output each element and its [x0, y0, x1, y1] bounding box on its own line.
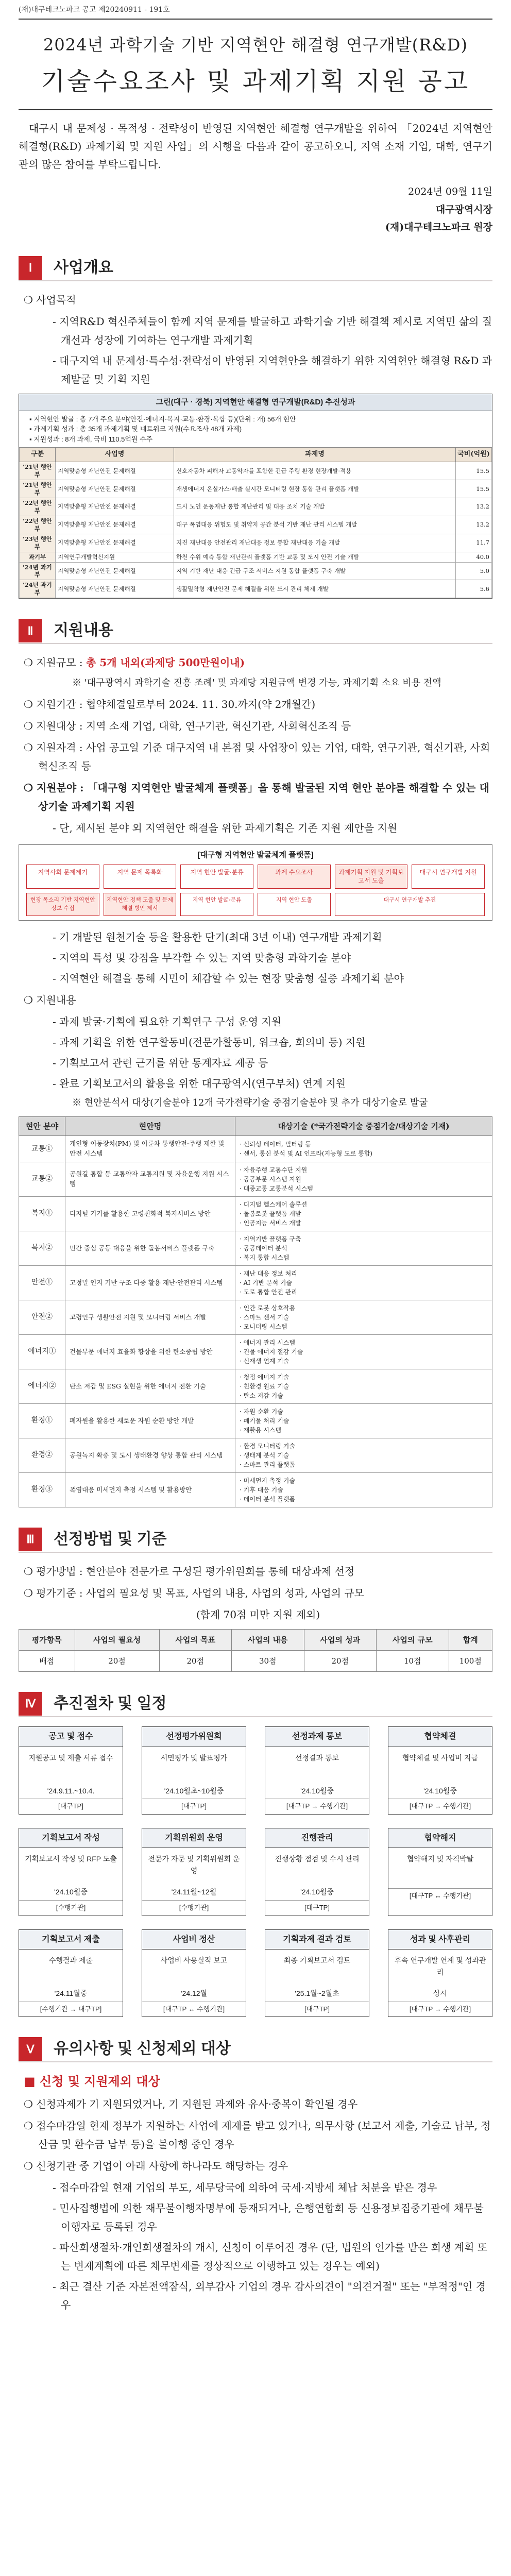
- program-cell-amount: 13.2: [456, 516, 492, 534]
- program-cell-amount: 13.2: [456, 498, 492, 516]
- purpose-label: ❍ 사업목적: [24, 291, 492, 309]
- flow-step: 과제 수요조사: [258, 865, 331, 889]
- program-row: [20, 516, 492, 534]
- theme-cell-tech: · 미세먼지 측정 기술 · 기후 대응 기술 · 데이터 분석 플랫폼: [235, 1472, 492, 1507]
- process-step-date: '25.1월~2월초: [295, 1989, 339, 1998]
- process-step-date: '24.11월중: [54, 1989, 88, 1998]
- section-3-number: Ⅲ: [19, 1528, 42, 1551]
- theme-cell-field: 에너지②: [19, 1369, 65, 1403]
- process-step-owner: [대구TP → 수행기관]: [265, 1799, 369, 1814]
- program-info-1: ▪ 지역현안 발굴 : 총 7개 주요 분야(안전·에너지·복지·교통·환경·복합 등)(단위 : 개) 56개 현안: [29, 415, 296, 423]
- flow-step: 지역사회 문제제기: [26, 865, 99, 889]
- program-cell-amount: 40.0: [456, 552, 492, 562]
- process-step-body: 전문가 자문 및 기획위원회 운영: [148, 1855, 240, 1875]
- theme-cell-name: 폐자원을 활용한 새로운 자원 순환 방안 개발: [65, 1403, 235, 1438]
- program-cell-amount: 5.0: [456, 562, 492, 580]
- process-step-owner: [대구TP]: [142, 1799, 246, 1814]
- flow-step: 지역현안 정책 도출 및 문제해결 방안 제시: [104, 893, 177, 916]
- selection-note: (합계 70점 미만 지원 제외): [196, 1608, 320, 1621]
- score-table: [19, 1629, 492, 1672]
- top-rule: [19, 19, 492, 20]
- support-item: - 지역의 특성 및 강점을 부각할 수 있는 지역 맞춤형 과학기술 분야: [53, 952, 351, 964]
- process-step-owner: [수행기관 → 대구TP]: [19, 2002, 123, 2017]
- score-cell: 20점: [75, 1650, 159, 1671]
- score-cell: 20점: [304, 1650, 377, 1671]
- support-content-label: ❍ 지원내용: [24, 991, 492, 1009]
- program-cell-tag: '21년 행안부: [20, 480, 56, 498]
- program-cell-task: 지역 기반 재난 대응 긴급 구조 서비스 지원 통합 플랫폼 구축 개발: [174, 562, 456, 580]
- selection-method: ❍ 평가방법 : 현안분야 전문가로 구성된 평가위원회를 통해 대상과제 선정: [24, 1562, 492, 1581]
- process-step: [388, 1828, 492, 1916]
- program-col-header: 사업명: [56, 448, 174, 462]
- program-cell-task: 하천 수위 예측 통합 재난관리 플랫폼 기반 교통 및 도시 안전 기술 개발: [174, 552, 456, 562]
- process-step-date: '24.10월중: [54, 1888, 88, 1896]
- title-block: [19, 23, 492, 106]
- support-item: - 지역현안 해결을 통해 시민이 체감할 수 있는 현장 맞춤형 실증 과제기획 분야: [53, 972, 404, 985]
- process-step-body: 협약해지 및 자격박탈: [406, 1855, 474, 1863]
- theme-table: [19, 1116, 492, 1507]
- section-4-number: Ⅳ: [19, 1692, 42, 1716]
- section-3-title: 선정방법 및 기준: [54, 1530, 167, 1548]
- process-step-head: 기획과제 결과 검토: [265, 1930, 369, 1950]
- theme-cell-name: 건물부문 에너지 효율화 향상을 위한 탄소중립 방안: [65, 1334, 235, 1369]
- theme-row: [19, 1472, 492, 1507]
- process-step-head: 협약체결: [388, 1727, 492, 1747]
- program-cell-biz: 지역맞춤형 재난안전 문제해결: [56, 516, 174, 534]
- theme-col-header: 현안명: [65, 1117, 235, 1136]
- theme-row: [19, 1196, 492, 1231]
- process-step: [265, 1726, 369, 1815]
- theme-cell-field: 교통①: [19, 1136, 65, 1162]
- theme-row: [19, 1438, 492, 1472]
- process-step-body: 협약체결 및 사업비 지급: [402, 1753, 478, 1762]
- process-step-date: '24.10월중: [300, 1786, 334, 1795]
- program-cell-biz: 지역맞춤형 재난안전 문제해결: [56, 462, 174, 480]
- score-points-label: 배점: [19, 1650, 75, 1671]
- theme-cell-field: 복지①: [19, 1196, 65, 1231]
- support-content: - 과제 기획을 위한 연구활동비(전문가활동비, 워크숍, 회의비 등) 지원: [53, 1036, 366, 1049]
- process-step-head: 선정과제 통보: [265, 1727, 369, 1747]
- theme-row: [19, 1403, 492, 1438]
- score-col-header: 평가항목: [19, 1629, 75, 1650]
- document-number: (재)대구테크노파크 공고 제20240911 - 191호: [19, 6, 170, 14]
- score-col-header: 합계: [449, 1629, 492, 1650]
- program-cell-biz: 지역연구개발혁신지원: [56, 552, 174, 562]
- support-content: - 과제 발굴·기획에 필요한 기획연구 구성 운영 지원: [53, 1015, 282, 1028]
- theme-row: [19, 1162, 492, 1196]
- theme-cell-field: 교통②: [19, 1162, 65, 1196]
- program-row: [20, 552, 492, 562]
- theme-cell-tech: · 환경 모니터링 기술 · 생태계 분석 기술 · 스마트 관리 플랫폼: [235, 1438, 492, 1472]
- support-method: ❍ 지원분야 : 「대구형 지역현안 발굴체계 플랫폼」을 통해 발굴된 지역 현안 분야를 해결할 수 있는 대상기술 과제기획 지원: [24, 778, 492, 816]
- program-cell-task: 재생에너지 온실가스·배출 실시간 모니터링 현장 통합 관리 플랫폼 개발: [174, 480, 456, 498]
- platform-diagram: [19, 844, 492, 921]
- score-cell: 10점: [377, 1650, 449, 1671]
- theme-cell-field: 안전①: [19, 1265, 65, 1300]
- theme-cell-tech: · 인간 로봇 상호작용 · 스마트 센서 기술 · 모니터링 시스템: [235, 1300, 492, 1334]
- purpose-item: - 대구지역 내 문제성·특수성·전략성이 반영된 지역현안을 해결하기 위한 지역현안 해결형 R&D 과제발굴 및 기획 지원: [53, 354, 492, 385]
- support-content: - 기획보고서 관련 근거를 위한 통계자료 제공 등: [53, 1057, 268, 1070]
- process-step-date: '24.10월중: [423, 1786, 457, 1795]
- theme-cell-tech: · 지역기반 플랫폼 구축 · 공공데이터 분석 · 복지 통합 시스템: [235, 1231, 492, 1265]
- theme-row: [19, 1136, 492, 1162]
- support-scale: ❍ 지원규모 : 총 5개 내외(과제당 500만원이내): [24, 653, 492, 672]
- process-step: [388, 1726, 492, 1815]
- process-step-head: 공고 및 접수: [19, 1727, 123, 1747]
- score-col-header: 사업의 필요성: [75, 1629, 159, 1650]
- program-cell-tag: '23년 행안부: [20, 534, 56, 552]
- program-row: [20, 498, 492, 516]
- program-row: [20, 480, 492, 498]
- signature-block: [19, 183, 492, 236]
- program-cell-biz: 지역맞춤형 재난안전 문제해결: [56, 480, 174, 498]
- process-step-body: 선정결과 통보: [295, 1753, 339, 1762]
- process-step: [19, 1828, 123, 1916]
- section-1-title: 사업개요: [54, 259, 113, 276]
- theme-row: [19, 1369, 492, 1403]
- theme-cell-field: 안전②: [19, 1300, 65, 1334]
- theme-cell-field: 복지②: [19, 1231, 65, 1265]
- process-step-owner: [대구TP → 수행기관]: [388, 2002, 492, 2017]
- program-cell-tag: '22년 행안부: [20, 516, 56, 534]
- process-step-owner: [대구TP]: [19, 1799, 123, 1814]
- program-cell-biz: 지역맞춤형 재난안전 문제해결: [56, 580, 174, 598]
- score-cell: 20점: [159, 1650, 232, 1671]
- theme-cell-field: 환경②: [19, 1438, 65, 1472]
- score-col-header: 사업의 내용: [232, 1629, 304, 1650]
- intro-paragraph: 대구시 내 문제성 · 목적성 · 전략성이 반영된 지역현안 해결형 연구개발을 위하여 「2024년 지역현안 해결형(R&D) 과제기획 및 지원 사업」의 시행을 다음과 같이 공고하오니, 지역 소재 기업, 대학, 연구기관의 많은 참여를 부탁드립니다.: [19, 122, 492, 171]
- program-info: [19, 411, 492, 448]
- caution-subitem: - 파산회생절차·개인회생절차의 개시, 신청이 이루어진 경우 (단, 법원의 인가를 받은 회생 계획 또는 변제계획에 따른 채무변제를 정상적으로 이행하고 있는 경우는 예외): [53, 2241, 488, 2272]
- title-line2: 기술수요조사 및 과제기획 지원 공고: [41, 66, 470, 96]
- process-step: [388, 1929, 492, 2018]
- theme-cell-field: 환경③: [19, 1472, 65, 1507]
- support-condition: ❍ 지원자격 : 사업 공고일 기준 대구지역 내 본점 및 사업장이 있는 기업, 대학, 연구기관, 혁신기관, 사회혁신조직 등: [24, 738, 492, 775]
- flow-step: 현장 목소리 기반 지역현안 정보 수집: [26, 893, 99, 916]
- purpose-item: - 지역R&D 혁신주체들이 함께 지역 문제를 발굴하고 과학기술 기반 해결책 제시로 지역민 삶의 질 개선과 성장에 기여하는 연구개발 과제기획: [53, 315, 492, 346]
- flow-step: 지역 현안 발굴·분류: [180, 865, 253, 889]
- program-row: [20, 562, 492, 580]
- issuer-city: 대구광역시장: [435, 204, 492, 215]
- flow-step: 지역 현안 도출: [258, 893, 331, 916]
- theme-cell-tech: · 신뢰성 데이터, 필터링 등 · 센서, 통신 분석 및 AI 인프라(지능형 도로 통합): [235, 1136, 492, 1162]
- score-col-header: 사업의 성과: [304, 1629, 377, 1650]
- process-step-owner: [대구TP ↔ 수행기관]: [388, 1888, 492, 1904]
- process-step: [265, 1929, 369, 2018]
- section-2-title: 지원내용: [54, 622, 113, 639]
- process-step-date: '24.10월중: [300, 1888, 334, 1896]
- theme-cell-tech: · 디지털 헬스케어 솔루션 · 돌봄로봇 플랫폼 개발 · 인공지능 서비스 개발: [235, 1196, 492, 1231]
- support-scale-value: 총 5개 내외(과제당 500만원이내): [86, 656, 245, 669]
- program-cell-amount: 15.5: [456, 462, 492, 480]
- flow-step: 대구시 연구개발 지원: [412, 865, 485, 889]
- theme-cell-name: 고정밀 인지 기반 구조 다중 활용 재난·안전관리 시스템: [65, 1265, 235, 1300]
- process-step-owner: [대구TP]: [265, 2002, 369, 2017]
- support-item: - 기 개발된 원천기술 등을 활용한 단기(최대 3년 이내) 연구개발 과제기획: [53, 931, 382, 944]
- program-col-header: 구분: [20, 448, 56, 462]
- process-step-date: '24.10월초~10월중: [164, 1786, 224, 1795]
- program-cell-tag: '21년 행안부: [20, 462, 56, 480]
- theme-cell-field: 에너지①: [19, 1334, 65, 1369]
- caution-item: ❍ 신청과제가 기 지원되었거나, 기 지원된 과제와 유사·중복이 확인될 경우: [24, 2095, 492, 2113]
- theme-cell-name: 공원녹지 확충 및 도시 생태환경 향상 통합 관리 시스템: [65, 1438, 235, 1472]
- section-4-title: 추진절차 및 일정: [54, 1694, 167, 1712]
- program-row: [20, 580, 492, 598]
- theme-col-header: 대상기술 (*국가전략기술 중점기술/대상기술 기재): [235, 1117, 492, 1136]
- theme-cell-name: 고령인구 생활안전 지원 및 모니터링 서비스 개발: [65, 1300, 235, 1334]
- support-items: [24, 928, 492, 1111]
- theme-cell-tech: · 에너지 관리 시스템 · 건물 에너지 절감 기술 · 신재생 연계 기술: [235, 1334, 492, 1369]
- caution-list: [24, 2095, 492, 2314]
- process-step-body: 최종 기획보고서 검토: [283, 1956, 351, 1965]
- theme-col-header: 현안 분야: [19, 1117, 65, 1136]
- program-cell-task: 신호자동차 피해자 교통약자를 포함한 긴급 주행 환경 현장개발·적용: [174, 462, 456, 480]
- theme-row: [19, 1265, 492, 1300]
- issuer-tp: (재)대구테크노파크 원장: [385, 221, 492, 233]
- theme-row: [19, 1334, 492, 1369]
- platform-title: [대구형 지역현안 발굴체계 플랫폼]: [197, 850, 314, 859]
- theme-note: ※ 현안분석서 대상(기술분야 12개 국가전략기술 중점기술분야 및 추가 대상기술로 발굴: [72, 1097, 428, 1109]
- section-5-title: 유의사항 및 신청제외 대상: [54, 2040, 231, 2058]
- support-list: [24, 653, 492, 837]
- program-cell-amount: 11.7: [456, 534, 492, 552]
- flow-step: 지역 현안 발굴·분류: [180, 893, 253, 916]
- program-cell-tag: '24년 과기부: [20, 562, 56, 580]
- flow-step: 지역 문제 목록화: [104, 865, 177, 889]
- process-step-owner: [수행기관]: [19, 1900, 123, 1916]
- process-step-body: 진행상황 점검 및 수시 관리: [275, 1855, 360, 1863]
- process-step-owner: [대구TP ↔ 수행기관]: [142, 2002, 246, 2017]
- process-step-head: 사업비 정산: [142, 1930, 246, 1950]
- program-cell-biz: 지역맞춤형 재난안전 문제해결: [56, 562, 174, 580]
- process-step-date: [388, 1884, 492, 1888]
- program-info-2: ▪ 과제기획 성과 : 총 35개 과제기획 및 네트워크 지원(수요조사 48개 과제): [29, 425, 242, 433]
- theme-cell-tech: · 재난 대응 정보 처리 · AI 기반 분석 기술 · 도로 통합 안전 관리: [235, 1265, 492, 1300]
- support-content: - 완료 기획보고서의 활용을 위한 대구광역시(연구부처) 연계 지원: [53, 1077, 346, 1090]
- process-step-head: 기획위원회 운영: [142, 1828, 246, 1849]
- caution-subitem: - 접수마감일 현재 기업의 부도, 세무당국에 의하여 국세·지방세 체납 처분을 받은 경우: [53, 2181, 437, 2194]
- title-rule: [19, 109, 492, 110]
- program-row: [20, 534, 492, 552]
- section-4-header: [19, 1691, 492, 1717]
- program-results-box: [19, 394, 492, 599]
- theme-cell-name: 디지털 기기를 활용한 고령친화적 복지서비스 방안: [65, 1196, 235, 1231]
- program-col-header: 국비(억원): [456, 448, 492, 462]
- selection-list: [24, 1562, 492, 1624]
- overview-list: [24, 291, 492, 388]
- theme-cell-tech: · 청정 에너지 기술 · 친환경 원료 기술 · 탄소 저감 기술: [235, 1369, 492, 1403]
- theme-cell-field: 환경①: [19, 1403, 65, 1438]
- program-table: [19, 447, 492, 598]
- platform-grid: [26, 865, 485, 916]
- process-step-head: 기획보고서 작성: [19, 1828, 123, 1849]
- theme-cell-name: 민간 중심 공동 대응을 위한 돌봄서비스 플랫폼 구축: [65, 1231, 235, 1265]
- section-2-header: [19, 618, 492, 644]
- theme-row: [19, 1231, 492, 1265]
- program-cell-amount: 5.6: [456, 580, 492, 598]
- process-step-body: 서면평가 및 발표평가: [160, 1753, 228, 1762]
- process-step-body: 사업비 사용실적 보고: [160, 1956, 228, 1965]
- section-5-number: Ⅴ: [19, 2037, 42, 2061]
- process-step-head: 기획보고서 제출: [19, 1930, 123, 1950]
- process-step: [142, 1726, 246, 1815]
- theme-cell-name: 폭염대응 미세먼지 측정 시스템 및 활용방안: [65, 1472, 235, 1507]
- process-step-head: 진행관리: [265, 1828, 369, 1849]
- process-step-owner: [대구TP → 수행기관]: [388, 1799, 492, 1814]
- section-1-number: Ⅰ: [19, 256, 42, 280]
- process-step-body: 후속 연구개발 연계 및 성과관리: [394, 1956, 486, 1976]
- section-3-header: [19, 1527, 492, 1553]
- program-cell-biz: 지역맞춤형 재난안전 문제해결: [56, 534, 174, 552]
- program-cell-tag: '24년 과기부: [20, 580, 56, 598]
- theme-cell-name: 공원길 통합 등 교통약자 교통지원 및 자율운행 지원 시스템: [65, 1162, 235, 1196]
- score-cell: 100점: [449, 1650, 492, 1671]
- program-cell-tag: 과기부: [20, 552, 56, 562]
- section-1-header: [19, 256, 492, 281]
- score-col-header: 사업의 규모: [377, 1629, 449, 1650]
- theme-row: [19, 1300, 492, 1334]
- theme-cell-tech: · 자율주행 교통수단 지원 · 공공부문 시스템 지원 · 대중교통 교통분석 시스템: [235, 1162, 492, 1196]
- score-col-header: 사업의 목표: [159, 1629, 232, 1650]
- caution-subtitle: ■ 신청 및 지원제외 대상: [24, 2074, 160, 2089]
- flow-step: 과제기획 지원 및 기획보고서 도출: [335, 865, 408, 889]
- process-step: [265, 1828, 369, 1916]
- support-scale-note: ※ '대구광역시 과학기술 진흥 조례' 및 과제당 지원금액 변경 가능, 과제기획 소요 비용 전액: [72, 677, 441, 689]
- caution-item: ❍ 접수마감일 현재 정부가 지원하는 사업에 제재를 받고 있거나, 의무사항 (보고서 제출, 기술료 납부, 정산금 및 환수금 납부 등)을 불이행 중인 경우: [24, 2116, 492, 2154]
- process-step-date: '24.11월~12월: [171, 1888, 217, 1896]
- program-cell-task: 대구 폭염대응 위험도 및 취약지 공간 분석 기반 재난 관리 시스템 개발: [174, 516, 456, 534]
- announce-date: 2024년 09월 11일: [408, 186, 492, 198]
- section-5-header: [19, 2037, 492, 2062]
- support-period: ❍ 지원기간 : 협약체결일로부터 2024. 11. 30.까지(약 2개월간): [24, 695, 492, 714]
- process-step-date: '24.12월: [180, 1989, 208, 1998]
- support-target: ❍ 지원대상 : 지역 소재 기업, 대학, 연구기관, 혁신기관, 사회혁신조직 등: [24, 717, 492, 735]
- caution-item: ❍ 신청기관 중 기업이 아래 사항에 하나라도 해당하는 경우: [24, 2157, 492, 2175]
- section-2-number: Ⅱ: [19, 619, 42, 642]
- program-head: 그린(대구 · 경북) 지역현안 해결형 연구개발(R&D) 추진성과: [19, 394, 492, 411]
- title-line1: 2024년 과학기술 기반 지역현안 해결형 연구개발(R&D): [43, 35, 468, 55]
- process-grid: [19, 1726, 492, 2017]
- process-step: [142, 1828, 246, 1916]
- process-step: [142, 1929, 246, 2018]
- process-step-owner: [수행기관]: [142, 1900, 246, 1916]
- program-cell-task: 지진 재난대응 안전관리 재난대응 정보 통합 재난대응 기술 개발: [174, 534, 456, 552]
- flow-step: 대구시 연구개발 추진: [335, 893, 485, 916]
- process-step-head: 성과 및 사후관리: [388, 1930, 492, 1950]
- caution-subitem: - 민사집행법에 의한 재무불이행자명부에 등재되거나, 은행연합회 등 신용정보집중기관에 채무불이행자로 등록된 경우: [53, 2201, 484, 2233]
- process-step: [19, 1726, 123, 1815]
- process-step: [19, 1929, 123, 2018]
- program-col-header: 과제명: [174, 448, 456, 462]
- program-row: [20, 462, 492, 480]
- process-step-date: '24.9.11.~10.4.: [47, 1786, 95, 1795]
- process-step-head: 협약해지: [388, 1828, 492, 1849]
- program-cell-biz: 지역맞춤형 재난안전 문제해결: [56, 498, 174, 516]
- support-method-2: - 단, 제시된 분야 외 지역현안 해결을 위한 과제기획은 기존 지원 제안을 지원: [53, 821, 398, 834]
- program-cell-tag: '22년 행안부: [20, 498, 56, 516]
- process-step-body: 수행결과 제출: [48, 1956, 93, 1965]
- theme-cell-tech: · 자원 순환 기술 · 폐기물 처리 기술 · 재활용 시스템: [235, 1403, 492, 1438]
- theme-cell-name: 탄소 저감 및 ESG 실현을 위한 에너지 전환 기술: [65, 1369, 235, 1403]
- caution-subitem: - 최근 결산 기준 자본전액잠식, 외부감사 기업의 경우 감사의견이 "의견거절" 또는 "부적정"인 경우: [53, 2280, 486, 2311]
- process-step-head: 선정평가위원회: [142, 1727, 246, 1747]
- program-cell-task: 도시 노인 운동재난 통합 재난관리 및 대응 조치 기술 개발: [174, 498, 456, 516]
- program-cell-task: 생활밀착형 재난안전 문제 해결을 위한 도시 관리 체계 개발: [174, 580, 456, 598]
- process-step-body: 지원공고 및 제출 서류 접수: [28, 1753, 113, 1762]
- process-step-body: 기획보고서 작성 및 RFP 도출: [25, 1855, 117, 1863]
- process-step-owner: [대구TP]: [265, 1900, 369, 1916]
- selection-criteria: ❍ 평가기준 : 사업의 필요성 및 목표, 사업의 내용, 사업의 성과, 사업의 규모: [24, 1584, 492, 1602]
- theme-cell-name: 개인형 이동장치(PM) 및 이륜차 통행안전·주행 제한 및 안전 시스템: [65, 1136, 235, 1162]
- program-cell-amount: 15.5: [456, 480, 492, 498]
- process-step-date: 상시: [433, 1989, 448, 1998]
- program-info-3: ▪ 지원성과 : 8개 과제, 국비 110.5억원 수주: [29, 435, 153, 443]
- score-cell: 30점: [232, 1650, 304, 1671]
